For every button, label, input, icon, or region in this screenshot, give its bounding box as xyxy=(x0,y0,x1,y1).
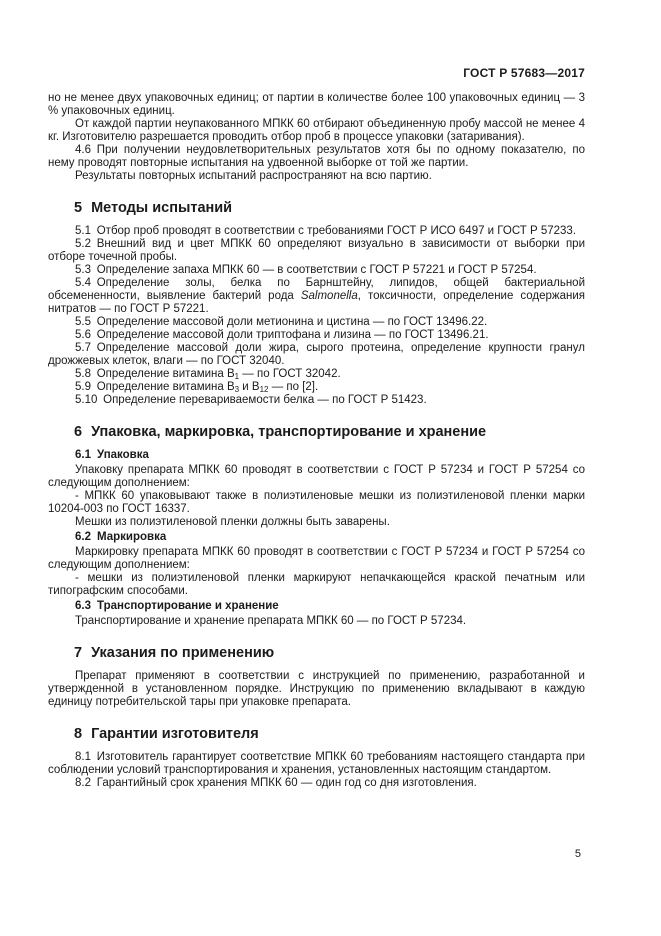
subsection-6-3-heading xyxy=(48,600,585,613)
running-header-doc-code: ГОСТ Р 57683—2017 xyxy=(463,66,585,80)
paragraph-bulk-sampling: От каждой партии неупакованного МПКК 60 отбирают объединенную пробу массой не менее 4 кг. Изготовителю разрешается проводить отбор проб в процессе упаковки (затаривания). xyxy=(48,118,585,143)
clause-4-6-paragraph: 4.6 При получении неудовлетворительных результатов хотя бы по одному показателю, по нему проводят повторные испытания на удвоенной выборке от той же партии. xyxy=(48,144,585,169)
paragraph-carryover: но не менее двух упаковочных единиц; от партии в количестве более 100 упаковочных единиц — 3 % упаковочных единиц. xyxy=(48,92,585,117)
clause-5-6-paragraph: 5.6 Определение массовой доли триптофана и лизина — по ГОСТ 13496.21. xyxy=(75,329,489,341)
clause-5-1-paragraph: 5.1 Отбор проб проводят в соответствии с требованиями ГОСТ Р ИСО 6497 и ГОСТ Р 57233. xyxy=(75,225,577,237)
subsection-title: Упаковка xyxy=(97,449,149,461)
section-6-heading xyxy=(48,424,585,441)
section-title: Методы испытаний xyxy=(91,200,233,216)
clause-6-2-list-item: - мешки из полиэтиленовой пленки маркируют непачкающейся краской печатным или типографским способами. xyxy=(48,572,585,597)
vitamin-b1-subscript: 1 xyxy=(234,372,240,381)
section-7-heading xyxy=(48,645,585,662)
section-number: 7 xyxy=(74,645,83,661)
page-number: 5 xyxy=(574,848,581,860)
clause-8-2-paragraph: 8.2 Гарантийный срок хранения МПКК 60 — один год со дня изготовления. xyxy=(75,777,477,789)
clause-5-7-paragraph: 5.7 Определение массовой доли жира, сырого протеина, определение крупности гранул дрожжевых клеток, влаги — по ГОСТ 32040. xyxy=(48,342,585,367)
salmonella-italic-term: Salmonella xyxy=(300,290,358,302)
section-title: Гарантии изготовителя xyxy=(91,726,259,742)
clause-5-2-paragraph: 5.2 Внешний вид и цвет МПКК 60 определяют визуально в зависимости от выборки при отборе точечной пробы. xyxy=(48,238,585,263)
section-8-heading xyxy=(48,726,585,743)
subsection-title: Транспортирование и хранение xyxy=(97,600,279,612)
clause-5-9-text: 5.9 Определение витамина B xyxy=(75,381,235,393)
section-7-paragraph: Препарат применяют в соответствии с инструкцией по применению, разработанной и утвержденной в установленном порядке. Инструкцию по применению вкладывают в каждую единицу потребительской тары при упаковке препарата. xyxy=(48,670,585,708)
subsection-number: 6.2 xyxy=(75,531,91,543)
clause-5-8-paragraph xyxy=(48,368,585,381)
vitamin-b3-subscript: 3 xyxy=(234,385,240,394)
clause-5-8-text: 5.8 Определение витамина B xyxy=(75,368,235,380)
subsection-6-1-heading xyxy=(48,449,585,462)
vitamin-b12-subscript: 12 xyxy=(259,385,269,394)
clause-6-3-paragraph: Транспортирование и хранение препарата МПКК 60 — по ГОСТ Р 57234. xyxy=(75,615,467,627)
clause-5-9-paragraph xyxy=(48,381,585,394)
clause-5-9-text-tail: — по [2]. xyxy=(268,381,319,393)
clause-5-4-paragraph xyxy=(48,277,585,316)
clause-8-1-paragraph: 8.1 Изготовитель гарантирует соответствие МПКК 60 требованиям настоящего стандарта при соблюдении условий транспортирования и хранения, установленных настоящим стандартом. xyxy=(48,751,585,776)
clause-5-4-text: 5.4 Определение золы, белка по Барнштейну, липидов, общей бактериальной обсемененности, выявление бактерий рода xyxy=(48,277,585,302)
section-number: 8 xyxy=(74,726,83,742)
clause-5-3-paragraph: 5.3 Определение запаха МПКК 60 — в соответствии с ГОСТ Р 57221 и ГОСТ Р 57254. xyxy=(75,264,537,276)
clause-5-10-paragraph: 5.10 Определение перевариваемости белка — по ГОСТ Р 51423. xyxy=(75,394,427,406)
section-title: Указания по применению xyxy=(91,645,275,661)
subsection-title: Маркировка xyxy=(97,531,167,543)
page-content xyxy=(48,92,585,790)
section-number: 6 xyxy=(74,424,83,440)
section-5-heading xyxy=(48,200,585,217)
subsection-number: 6.1 xyxy=(75,449,91,461)
section-number: 5 xyxy=(74,200,83,216)
clause-5-8-text-tail: — по ГОСТ 32042. xyxy=(239,368,341,380)
clause-6-1-list-item: - МПКК 60 упаковывают также в полиэтиленовые мешки из полиэтиленовой пленки марки 10204-003 по ГОСТ 16337. xyxy=(48,490,585,515)
paragraph-repeat-results: Результаты повторных испытаний распространяют на всю партию. xyxy=(75,170,432,182)
clause-5-9-text-mid: и B xyxy=(239,381,260,393)
clause-5-5-paragraph: 5.5 Определение массовой доли метионина и цистина — по ГОСТ 13496.22. xyxy=(75,316,488,328)
clause-5-4-text-tail: , токсичности, определение содержания нитратов — по ГОСТ Р 57221. xyxy=(48,290,585,315)
subsection-number: 6.3 xyxy=(75,600,91,612)
section-title: Упаковка, маркировка, транспортирование и хранение xyxy=(91,424,487,440)
subsection-6-2-heading xyxy=(48,531,585,544)
clause-6-1-intro-paragraph: Упаковку препарата МПКК 60 проводят в соответствии с ГОСТ Р 57234 и ГОСТ Р 57254 со следующим дополнением: xyxy=(48,464,585,489)
clause-6-2-intro-paragraph: Маркировку препарата МПКК 60 проводят в соответствии с ГОСТ Р 57234 и ГОСТ Р 57254 со следующим дополнением: xyxy=(48,546,585,571)
clause-6-1-sealed-paragraph: Мешки из полиэтиленовой пленки должны быть заварены. xyxy=(75,516,390,528)
